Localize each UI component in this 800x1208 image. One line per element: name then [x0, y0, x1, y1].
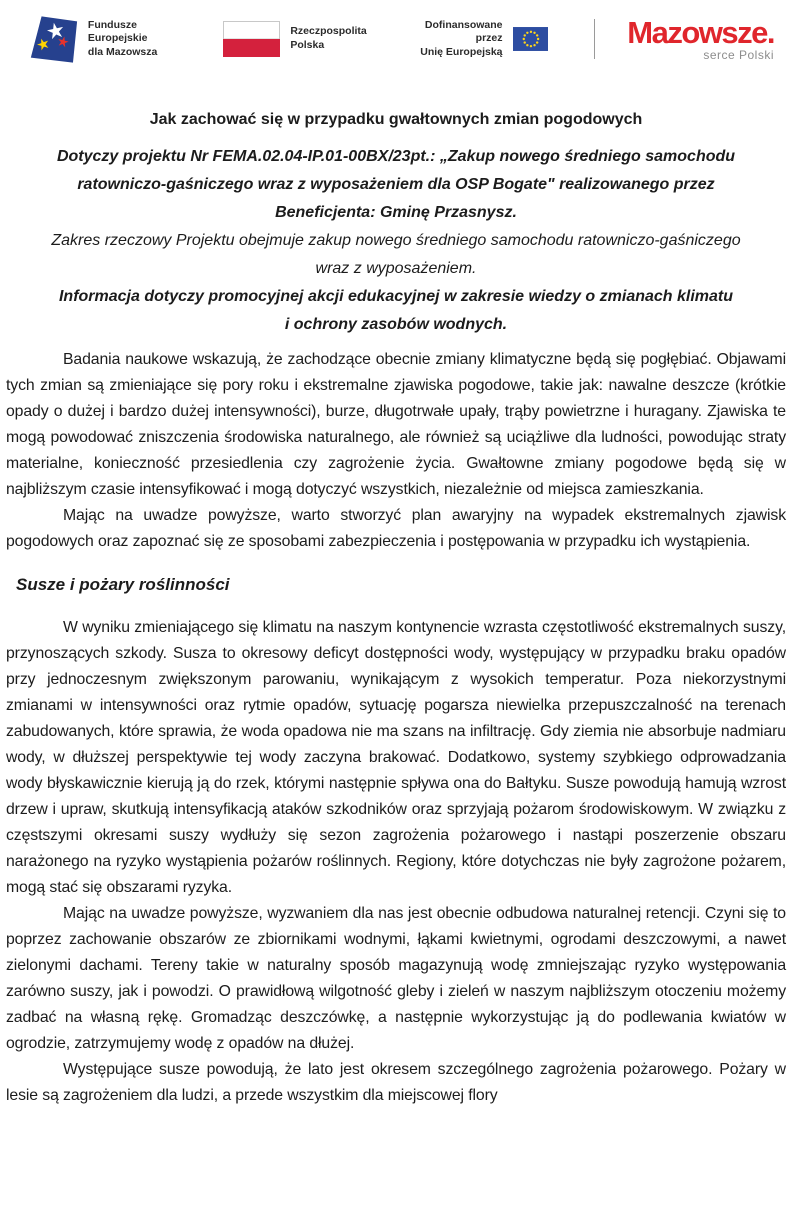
- project-note-line: Informacja dotyczy promocyjnej akcji edukacyjnej w zakresie wiedzy o zmianach klimatu: [58, 288, 734, 305]
- eu-funds-label-line1: Fundusze Europejskie: [87, 18, 148, 45]
- poland-label-line1: Rzeczpospolita: [290, 25, 367, 38]
- project-info-line: ratowniczo-gaśniczego wraz z wyposażeniem dla OSP Bogate" realizowanego przez: [77, 176, 715, 193]
- mazowsze-logo: [627, 14, 774, 62]
- eu-cofunded-label: [411, 19, 503, 60]
- eu-cofunded-label-line2: Unię Europejską: [420, 45, 503, 58]
- project-info: [6, 143, 786, 339]
- paragraph-water-retention: Mając na uwadze powyższe, wyzwaniem dla nas jest obecnie odbudowa naturalnej retencji. Czyni się to poprzez zachowanie obszarów ze zbiornikami wodnymi, łąkami kwietnymi, ogrodami deszczowymi, a nawet zielonymi dachami. Tereny takie w naturalny sposób magazynują wodę zmniejszając ryzyko występowania zarówno suszy, jak i powodzi. O prawidłową wilgotność gleby i zieleń w naszym najbliższym otoczeniu możemy zadbać na własną rękę. Gromadząc deszczówkę, a następnie wykorzystując ją do podlewania kwiatów w ogrodzie, zatrzymujemy wodę z opadów na dłużej.: [6, 905, 786, 1052]
- project-info-line: Dotyczy projektu Nr FEMA.02.04-IP.01-00BX/23pt.: „Zakup nowego średniego samochodu: [56, 148, 736, 165]
- project-scope-line: wraz z wyposażeniem.: [315, 260, 477, 277]
- poland-label: [290, 25, 366, 52]
- project-note-line: i ochrony zasobów wodnych.: [284, 316, 508, 333]
- poland-label-line2: Polska: [290, 39, 325, 51]
- eu-funds-logo: [30, 11, 183, 68]
- eu-flag-icon: [513, 25, 549, 53]
- project-info-line: Beneficjenta: Gminę Przasnysz.: [275, 204, 517, 221]
- eu-cofunded-label-line1: Dofinansowane przez: [424, 18, 503, 45]
- paragraph-summer-fire-risk: Występujące susze powodują, że lato jest okresem szczególnego zagrożenia pożarowego. Pożary w lesie są zagrożeniem dla ludzi, a przede wszystkim dla miejscowej flory: [6, 1061, 786, 1104]
- eu-funds-flag-icon: [30, 11, 78, 68]
- funding-logos-header: [0, 0, 800, 72]
- paragraph-emergency-plan: Mając na uwadze powyższe, warto stworzyć plan awaryjny na wypadek ekstremalnych zjawisk pogodowych oraz zapoznać się ze sposobami zabezpieczenia i postępowania w przypadku ich wystąpienia.: [6, 507, 786, 550]
- poland-logo: [223, 21, 366, 57]
- project-scope-line: Zakres rzeczowy Projektu obejmuje zakup nowego średniego samochodu ratowniczo-gaśniczego: [51, 232, 741, 249]
- mazowsze-tagline: serce Polski: [703, 47, 774, 62]
- document-title: Jak zachować się w przypadku gwałtownych zmian pogodowych: [149, 111, 643, 128]
- eu-cofunded-logo: [411, 19, 549, 60]
- section-heading-droughts: Susze i pożary roślinności: [16, 575, 230, 594]
- eu-funds-label-line2: dla Mazowsza: [87, 45, 158, 58]
- paragraph-climate-changes: Badania naukowe wskazują, że zachodzące obecnie zmiany klimatyczne będą się pogłębiać. Objawami tych zmian są zmieniające się pory roku i ekstremalne zjawiska pogodowe, takie jak: nawalne deszcze (krótkie opady o dużej i bardzo dużej intensywności), burze, długotrwałe upały, trąby powietrzne i huragany. Zjawiska te mogą powodować zniszczenia środowiska naturalnego, ale również są uciążliwe dla ludności, powodując straty materialne, konieczność przesiedlenia czy zagrożenie życia. Gwałtowne zmiany pogodowe będą się w najbliższym czasie intensyfikować i mogą dotyczyć wszystkich, niezależnie od miejsca zamieszkania.: [6, 351, 786, 498]
- poland-flag-icon: [223, 21, 280, 57]
- document-body: [0, 110, 800, 1109]
- header-divider: [594, 19, 595, 59]
- paragraph-drought-description: W wyniku zmieniającego się klimatu na naszym kontynencie wzrasta częstotliwość ekstremalnych suszy, przynoszących szkody. Susza to okresowy deficyt dostępności wody, występujący w przypadku braku opadów przy jednoczesnym zwiększonym parowaniu, wynikającym z wysokich temperatur. Poza niekorzystnymi zmianami w intensywności oraz rytmie opadów, sytuację pogarsza niewielka przepuszczalność na terenach zabudowanych, które sprawia, że woda opadowa nie ma szans na infiltrację. Gdy ziemia nie absorbuje nadmiaru wody, w dłuższej perspektywie tej wody zaczyna brakować. Dodatkowo, systemy szybkiego odprowadzania wody błyskawicznie kierują ją do rzek, którymi następnie spływa ona do Bałtyku. Susze powodują hamują wzrost drzew i upraw, skutkują intensyfikacją ataków szkodników oraz sprzyjają pożarom środowiskowym. W związku z częstszymi okresami suszy wydłuży się sezon zagrożenia pożarowego i nastąpi poszerzenie obszaru narażonego na ryzyko wystąpienia pożarów roślinnych. Regiony, które dotychczas nie były zagrożone pożarem, mogą stać się obszarami ryzyka.: [6, 619, 786, 896]
- mazowsze-wordmark: Mazowsze.: [627, 14, 774, 50]
- eu-funds-label: [88, 19, 183, 60]
